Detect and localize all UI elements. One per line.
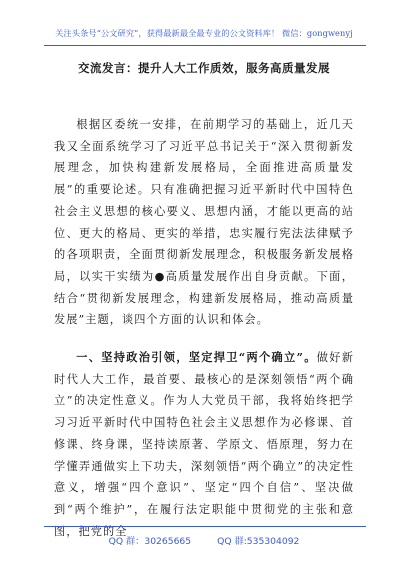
footer-divider — [44, 526, 366, 527]
paragraph-intro — [54, 114, 354, 331]
footer-qq-group-1: QQ 群：30265665 — [108, 536, 192, 547]
footer-qq-group-2: QQ 群:535304092 — [217, 536, 300, 547]
section-1-body: 做好新时代人大工作，最首要、最核心的是深刻领悟“两个确立”的决定性意义。作为人大党员干部，我将始终把学习习近平新时代中国特色社会主义思想作为必修课、首修课、终身课，坚持读原著、学原文、悟原理，努力在学懂弄通做实上下功夫，深刻领悟“两个确立”的决定性意义，增强“四个意识”、坚定“四个自信”、坚决做到“两个维护”，在履行法定职能中贯彻党的主张和意图，把党的全 — [54, 351, 355, 538]
section-1-heading: 一、坚持政治引领，坚定捍卫“两个确立”。 — [76, 350, 317, 364]
page-header-promo: 关注头条号“公文研究”，获得最新最全最专业的公文资料库！ 微信：gongwenyj — [55, 28, 353, 38]
header-divider — [44, 45, 366, 46]
page-footer — [0, 533, 408, 547]
paragraph-intro-text: 根据区委统一安排，在前期学习的基础上，近几天我又全面系统学习了习近平总书记关于“深入贯彻新发展理念，加快构建新发展格局，全面推进高质量发展”的重要论述。只有准确把握习近平新时代中国特色社会主义思想的核心要义、思想内涵，才能以更高的站位、更大的格局、更实的举措，忠实履行宪法法律赋予的各项职责，全面贯彻新发展理念，积极服务新发展格局，以实干实绩为●高质量发展作出自身贡献。下面，结合“贯彻新发展理念，构建新发展格局，推动高质量发展”主题，谈四个方面的认识和体会。 — [54, 118, 354, 327]
section-1 — [54, 347, 354, 542]
document-title: 交流发言：提升人大工作质效，服务高质量发展 — [78, 61, 330, 75]
